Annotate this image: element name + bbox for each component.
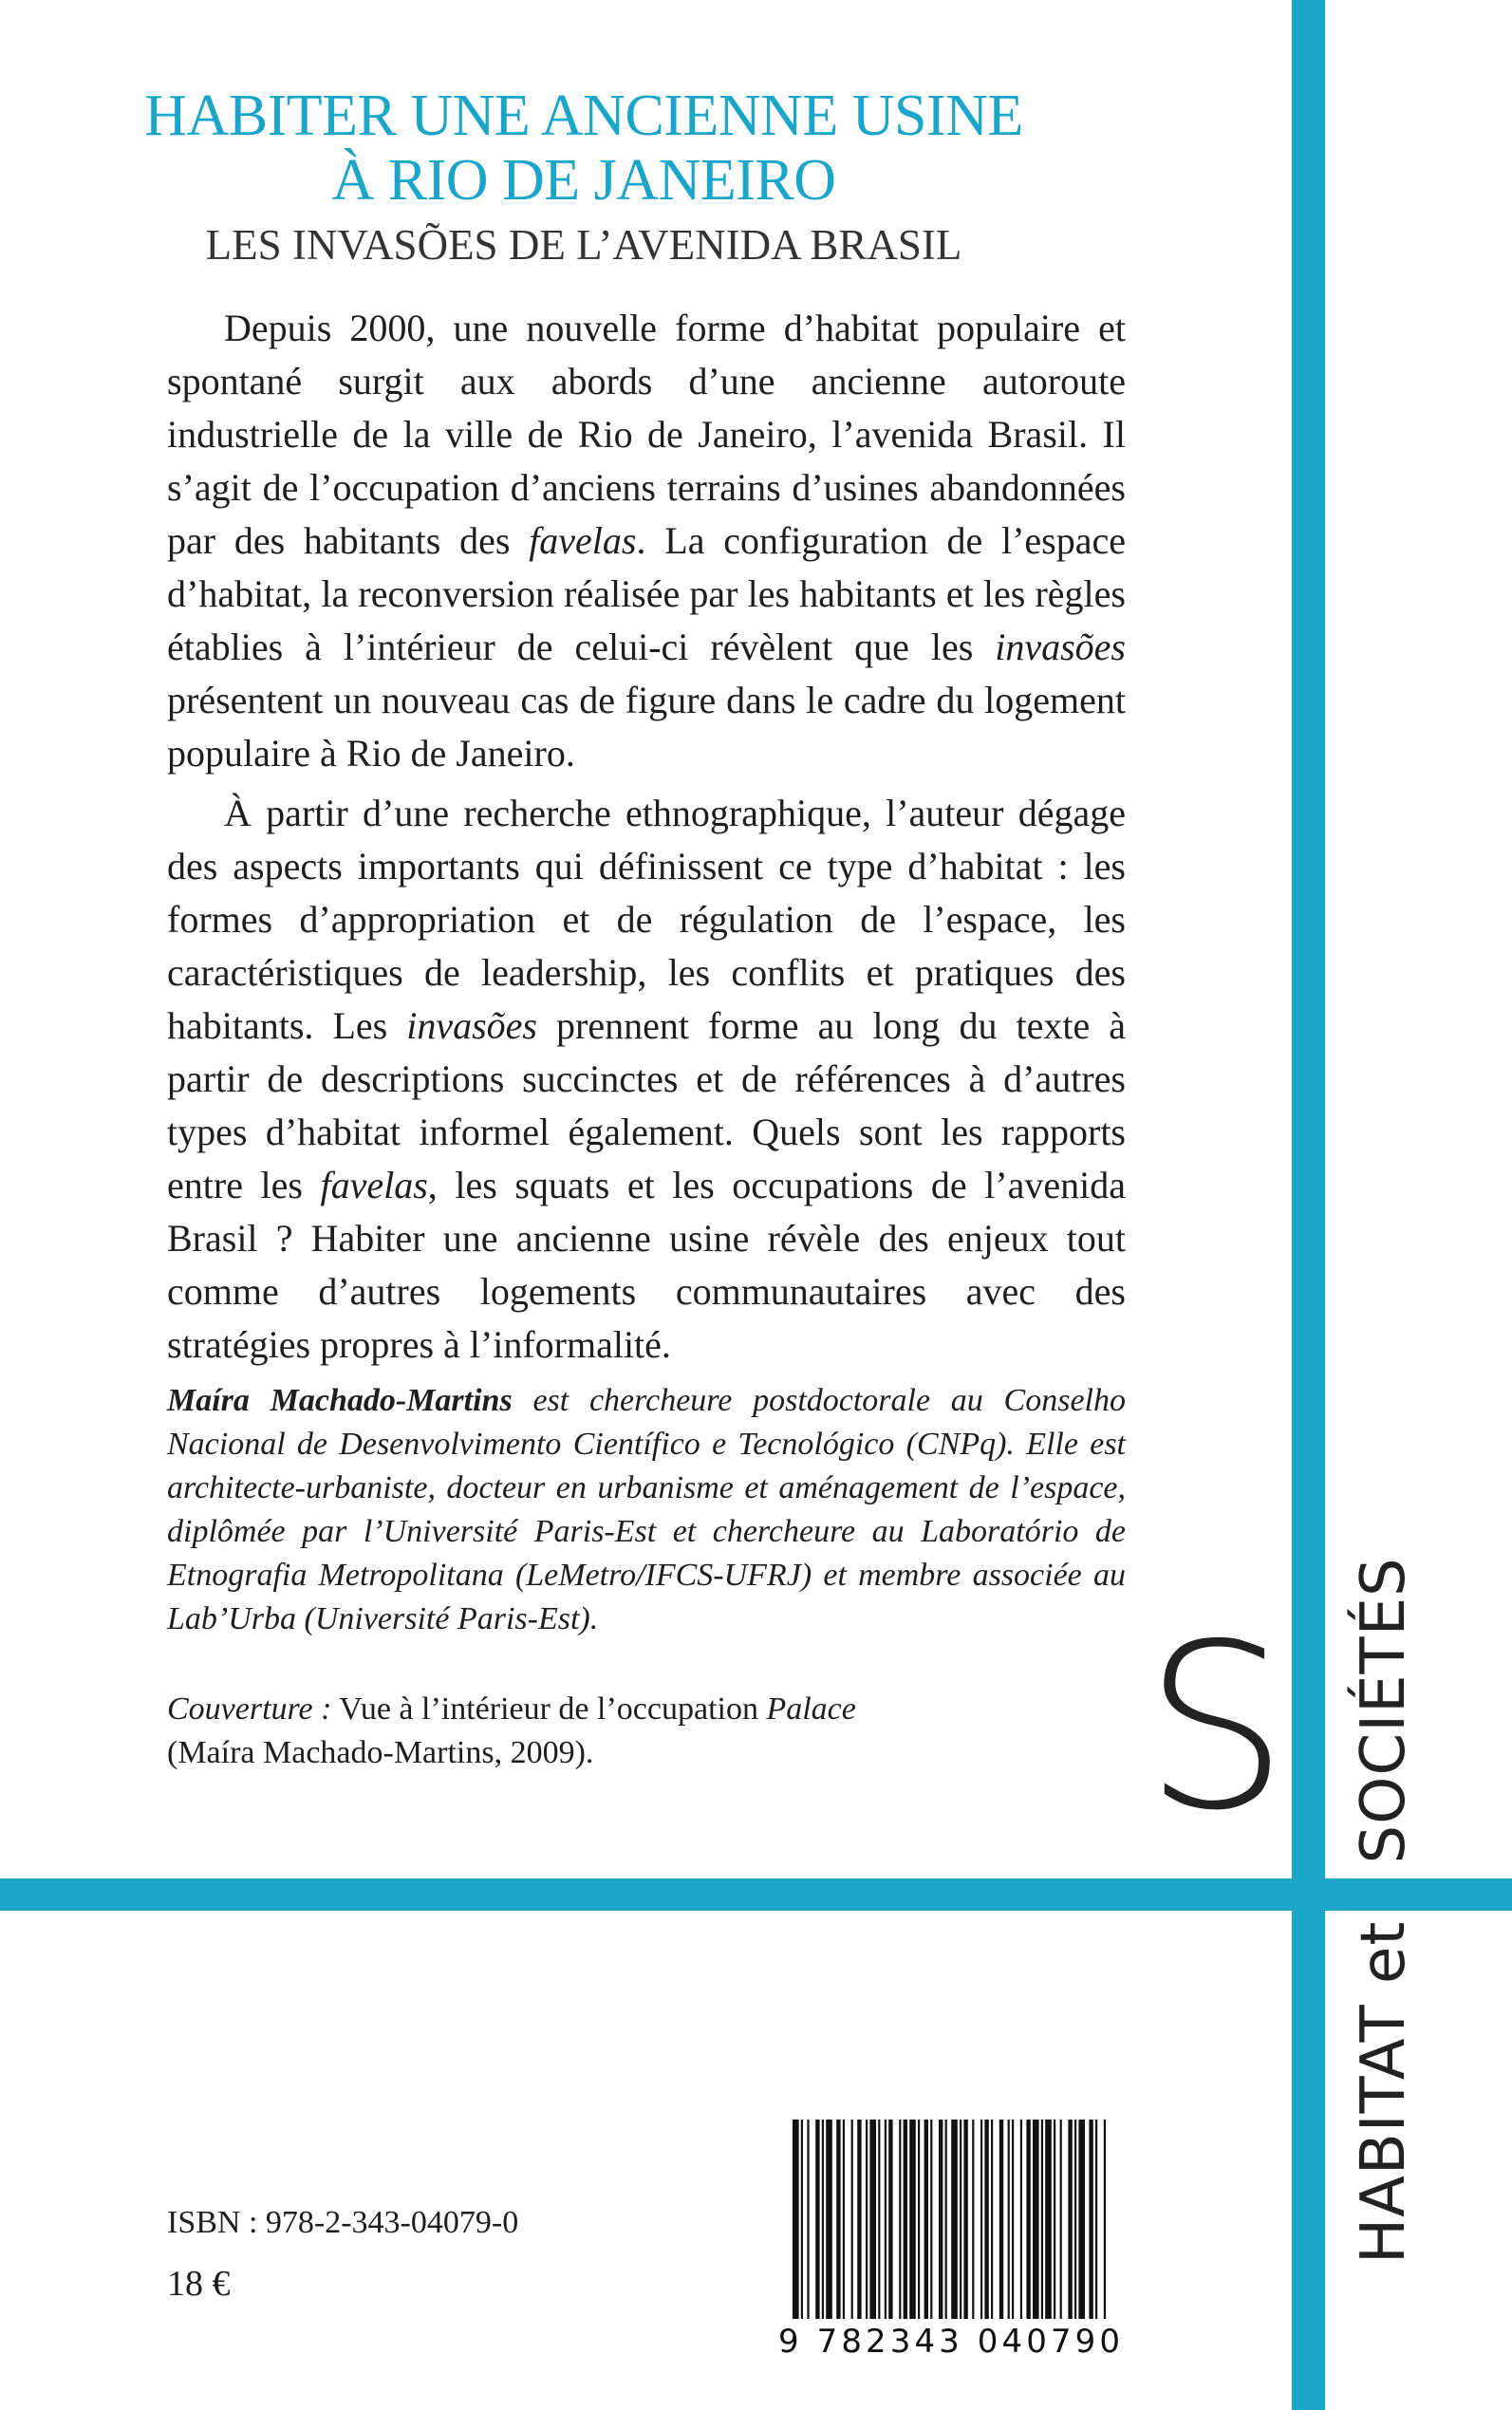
barcode-bar xyxy=(1060,2120,1062,2319)
barcode-bar xyxy=(851,2120,853,2319)
barcode-bar xyxy=(999,2120,1003,2319)
barcode-bar xyxy=(866,2120,868,2319)
barcode-bar xyxy=(1020,2120,1022,2319)
barcode-bar xyxy=(1074,2120,1076,2319)
barcode-bar xyxy=(815,2120,819,2319)
barcode-bar xyxy=(939,2120,943,2319)
barcode-bar xyxy=(869,2120,876,2319)
barcode-bar xyxy=(801,2120,803,2319)
barcode-bars xyxy=(793,2120,1106,2319)
barcode-bar xyxy=(878,2120,880,2319)
barcode-digits: 9 782343 040790 xyxy=(778,2323,1120,2361)
blurb-paragraph-2: À partir d’une recherche ethnographique, l’auteur dégage des aspects importants qui définissent ce type d’habitat : les formes d’appropriation et de régulation de l’espace, les caractéristiques de leadership, les conflits et pratiques des habitants. Les invasões prennent forme au long du texte à partir de descriptions succinctes et de références à d’autres types d’habitat informel également. Quels sont les rapports entre les favelas, les squats et les occupations de l’avenida Brasil ? Habiter une ancienne usine révèle des enjeux tout comme d’autres logements communautaires avec des stratégies propres à l’informalité. xyxy=(167,792,1127,1366)
barcode-bar xyxy=(904,2120,907,2319)
barcode-bar xyxy=(793,2120,799,2319)
book-subtitle: LES INVASÕES DE L’AVENIDA BRASIL xyxy=(205,221,962,269)
barcode-bar xyxy=(1041,2120,1043,2319)
barcode-bar xyxy=(807,2120,809,2319)
series-name: HABITAT etSOCIÉTÉS xyxy=(1349,1557,1419,2264)
barcode-bar xyxy=(1068,2120,1072,2319)
barcode xyxy=(774,2115,1125,2362)
barcode-bar xyxy=(885,2120,887,2319)
barcode-bar xyxy=(972,2120,974,2319)
barcode-bar xyxy=(1089,2120,1092,2319)
barcode-bar xyxy=(1026,2120,1030,2319)
barcode-bar xyxy=(960,2120,961,2319)
barcode-bar xyxy=(980,2120,982,2319)
title-line-1: HABITER UNE ANCIENNE USINE xyxy=(144,84,1023,148)
barcode-bar xyxy=(822,2120,824,2319)
barcode-bar xyxy=(1054,2120,1055,2319)
series-logo-letter: S xyxy=(1144,1595,1289,1860)
book-title xyxy=(142,84,1025,213)
author-name: Maíra Machado-Martins xyxy=(167,1383,513,1418)
barcode-bar xyxy=(1012,2120,1014,2319)
barcode-bar xyxy=(1104,2120,1106,2319)
barcode-bar xyxy=(930,2120,932,2319)
barcode-bar xyxy=(984,2120,988,2319)
cover-credit: Couverture : Vue à l’intérieur de l’occupation Palace (Maíra Machado-Martins, 2009). xyxy=(167,1691,856,1770)
barcode-bar xyxy=(1078,2120,1085,2319)
barcode-bar xyxy=(899,2120,901,2319)
barcode-bar xyxy=(963,2120,967,2319)
isbn: ISBN : 978-2-343-04079-0 xyxy=(167,2205,519,2240)
series-horizontal-stripe xyxy=(0,1878,1512,1911)
barcode-bar xyxy=(918,2120,920,2319)
barcode-bar xyxy=(826,2120,832,2319)
price: 18 € xyxy=(167,2264,231,2304)
title-line-2: À RIO DE JANEIRO xyxy=(331,148,836,213)
barcode-bar xyxy=(1045,2120,1052,2319)
barcode-bar xyxy=(909,2120,916,2319)
author-bio: Maíra Machado-Martins est chercheure postdoctorale au Conselho Nacional de Desenvolvimento Científico e Tecnológico (CNPq). Elle est architecte-urbaniste, docteur en urbanisme et aménagement de l’espace, diplômée par l’Université Paris-Est et chercheure au Laboratório de Etnografia Metropolitana (LeMetro/IFCS-UFRJ) et membre associée au Lab’Urba (Université Paris-Est). xyxy=(167,1383,1126,1636)
barcode-bar xyxy=(843,2120,845,2319)
blurb-paragraph-1: Depuis 2000, une nouvelle forme d’habitat populaire et spontané surgit aux abords d’une ancienne autoroute industrielle de la ville de Rio de Janeiro, l’avenida Brasil. Il s’agit de l’occupation d’anciens terrains d’usines abandonnées par des habitants des favelas. La configuration de l’espace d’habitat, la reconversion réalisée par les habitants et les règles établies à l’intérieur de celui-ci révèlent que les invasões présentent un nouveau cas de figure dans le cadre du logement populaire à Rio de Janeiro. xyxy=(167,307,1126,775)
barcode-bar xyxy=(857,2120,861,2319)
barcode-bar xyxy=(1033,2120,1039,2319)
barcode-bar xyxy=(924,2120,928,2319)
barcode-bar xyxy=(1095,2120,1097,2319)
barcode-bar xyxy=(888,2120,892,2319)
series-vertical-stripe xyxy=(1292,0,1325,2410)
barcode-bar xyxy=(991,2120,993,2319)
barcode-bar xyxy=(1008,2120,1010,2319)
barcode-bar xyxy=(951,2120,958,2319)
blurb xyxy=(167,302,1126,1378)
barcode-bar xyxy=(836,2120,840,2319)
barcode-bar xyxy=(945,2120,947,2319)
